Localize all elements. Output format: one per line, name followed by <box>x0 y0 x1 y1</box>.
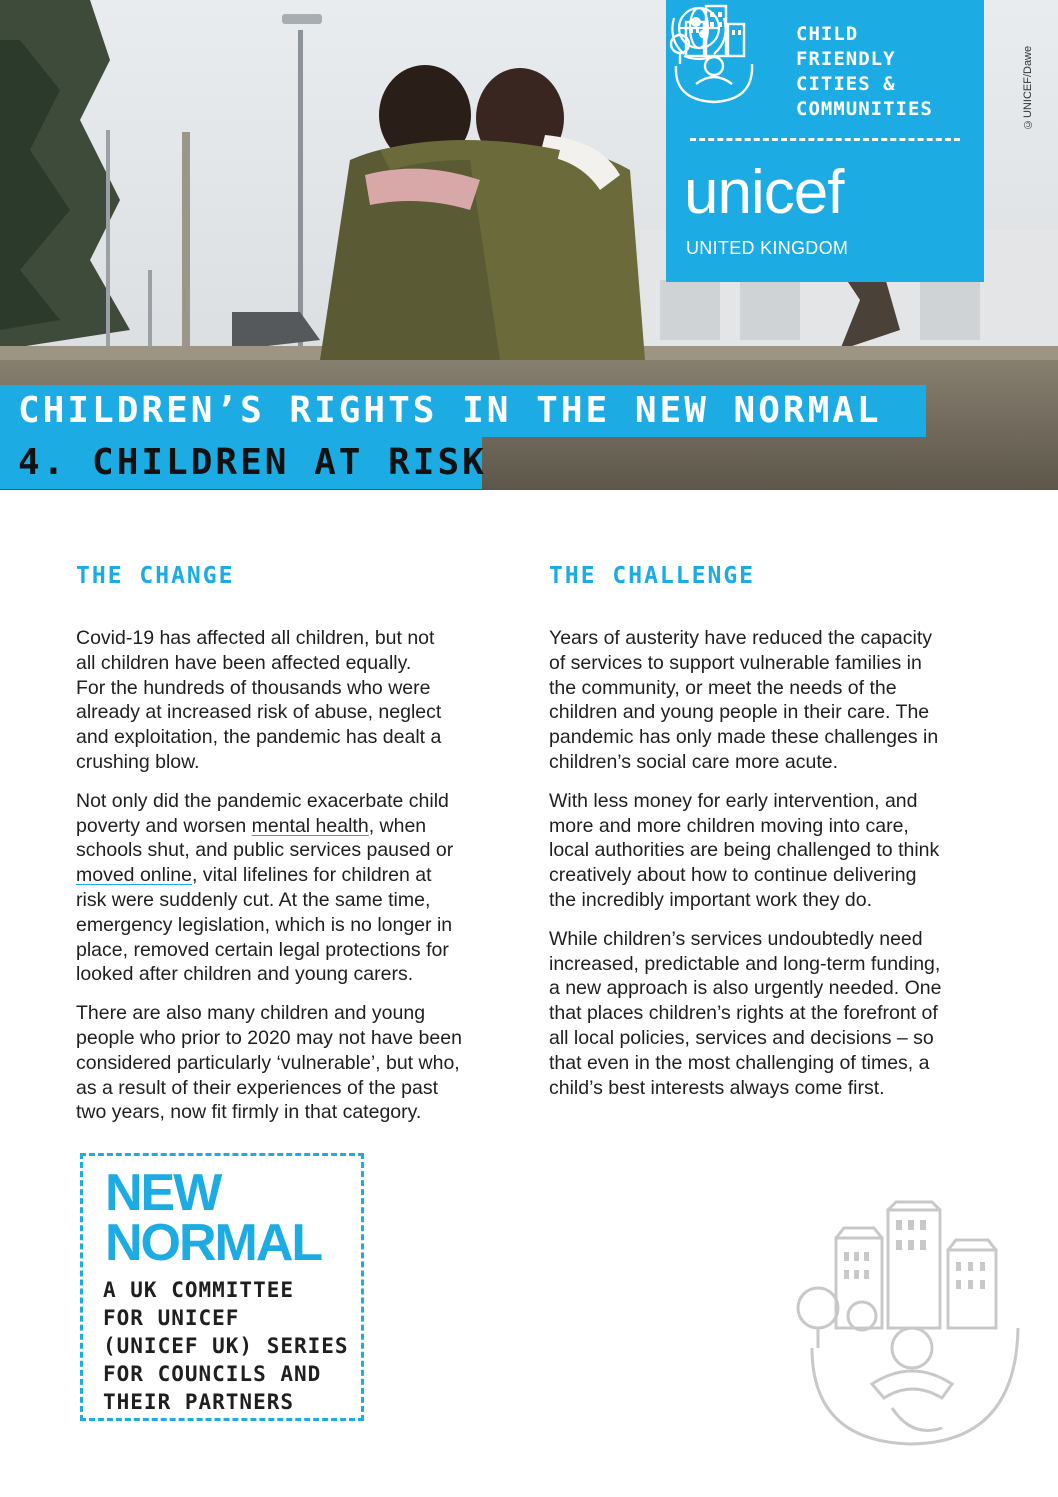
change-heading: THE CHANGE <box>76 563 235 589</box>
challenge-heading: THE CHALLENGE <box>549 563 756 589</box>
cfc-line: COMMUNITIES <box>796 98 933 120</box>
text-line: creatively about how to continue delivering <box>549 864 917 887</box>
text-line: considered particularly ‘vulnerable’, but who, <box>76 1051 460 1074</box>
text-line: the community, or meet the needs of the <box>549 676 897 699</box>
hero-photo <box>0 0 1058 490</box>
unicef-subtitle: UNITED KINGDOM <box>686 238 849 258</box>
text-line: Not only did the pandemic exacerbate child <box>76 789 449 812</box>
change-paragraph-1 <box>76 626 506 775</box>
text-line: the incredibly important work they do. <box>549 888 872 911</box>
text-line: schools shut, and public services paused or <box>76 839 454 862</box>
new-normal-sub-line: THEIR PARTNERS <box>103 1390 295 1414</box>
text-line: that even in the most challenging of times, a <box>549 1051 930 1074</box>
text-line: Years of austerity have reduced the capacity <box>549 627 933 649</box>
new-normal-sub-line: A UK COMMITTEE <box>103 1278 295 1302</box>
text-line: For the hundreds of thousands who were <box>76 676 431 699</box>
page-subtitle: 4. CHILDREN AT RISK <box>0 437 482 489</box>
text-line: While children’s services undoubtedly need <box>549 927 923 950</box>
text-line: , vital lifelines for children at <box>192 864 432 887</box>
change-paragraph-3 <box>76 1001 506 1125</box>
cfc-title <box>796 22 933 122</box>
text-line: all local policies, services and decisions – so <box>549 1026 934 1049</box>
page-title: CHILDREN’S RIGHTS IN THE NEW NORMAL <box>0 385 926 437</box>
unicef-logo-text: unicef <box>684 158 844 227</box>
new-normal-sub-line: (UNICEF UK) SERIES <box>103 1334 349 1358</box>
text-line: children’s social care more acute. <box>549 750 839 773</box>
text-line: of services to support vulnerable families in <box>549 651 922 674</box>
new-normal-box <box>80 1153 364 1421</box>
text-line: two years, now fit firmly in that category. <box>76 1101 422 1124</box>
text-line: crushing blow. <box>76 750 200 773</box>
text-line: emergency legislation, which is no longer in <box>76 913 453 936</box>
text-line: as a result of their experiences of the past <box>76 1076 439 1099</box>
challenge-paragraph-3 <box>549 927 979 1101</box>
new-normal-subtitle <box>103 1276 349 1416</box>
cfc-unicef-badge <box>666 0 984 282</box>
text-line: looked after children and young carers. <box>76 963 414 986</box>
text-line: pandemic has only made these challenges in <box>549 726 939 749</box>
cfc-line: CITIES & <box>796 73 896 95</box>
text-line: With less money for early intervention, and <box>549 789 918 812</box>
text-line: Covid-19 has affected all children, but not <box>76 627 435 649</box>
new-normal-sub-line: FOR UNICEF <box>103 1306 240 1330</box>
new-normal-title-line: NEW <box>105 1164 221 1222</box>
new-normal-title-line: NORMAL <box>105 1214 322 1272</box>
unicef-emblem-icon <box>666 0 732 62</box>
text-line: risk were suddenly cut. At the same time, <box>76 888 431 911</box>
text-line: people who prior to 2020 may not have been <box>76 1026 462 1049</box>
text-line: that places children’s rights at the forefront of <box>549 1002 938 1025</box>
text-line: a new approach is also urgently needed. One <box>549 977 942 1000</box>
cfc-line: FRIENDLY <box>796 48 896 70</box>
text-line: increased, predictable and long-term funding, <box>549 952 941 975</box>
text-line: all children have been affected equally. <box>76 651 412 674</box>
cfc-line: CHILD <box>796 23 859 45</box>
text-line: , when <box>368 814 427 837</box>
text-line: and exploitation, the pandemic has dealt a <box>76 726 442 749</box>
city-watermark-icon <box>792 1198 1024 1450</box>
text-line: local authorities are being challenged to think <box>549 839 940 862</box>
text-line: child’s best interests always come first. <box>549 1076 885 1099</box>
change-column <box>76 562 506 1139</box>
text-line: children and young people in their care. The <box>549 701 930 724</box>
badge-divider <box>690 138 960 141</box>
new-normal-sub-line: FOR COUNCILS AND <box>103 1362 322 1386</box>
text-line: place, removed certain legal protections for <box>76 938 449 961</box>
challenge-paragraph-1 <box>549 626 979 775</box>
text-line: There are also many children and young <box>76 1002 426 1025</box>
text-line: more and more children moving into care, <box>549 814 909 837</box>
text-line: poverty and worsen <box>76 814 252 837</box>
moved-online-link[interactable]: moved online <box>76 864 192 887</box>
mental-health-link[interactable]: mental health <box>251 814 369 837</box>
challenge-column <box>549 562 979 1114</box>
change-paragraph-2 <box>76 789 506 987</box>
text-line: already at increased risk of abuse, neglect <box>76 701 442 724</box>
challenge-paragraph-2 <box>549 789 979 913</box>
photo-credit: ©UNICEF/Dawe <box>1022 45 1034 130</box>
new-normal-title <box>105 1164 322 1272</box>
